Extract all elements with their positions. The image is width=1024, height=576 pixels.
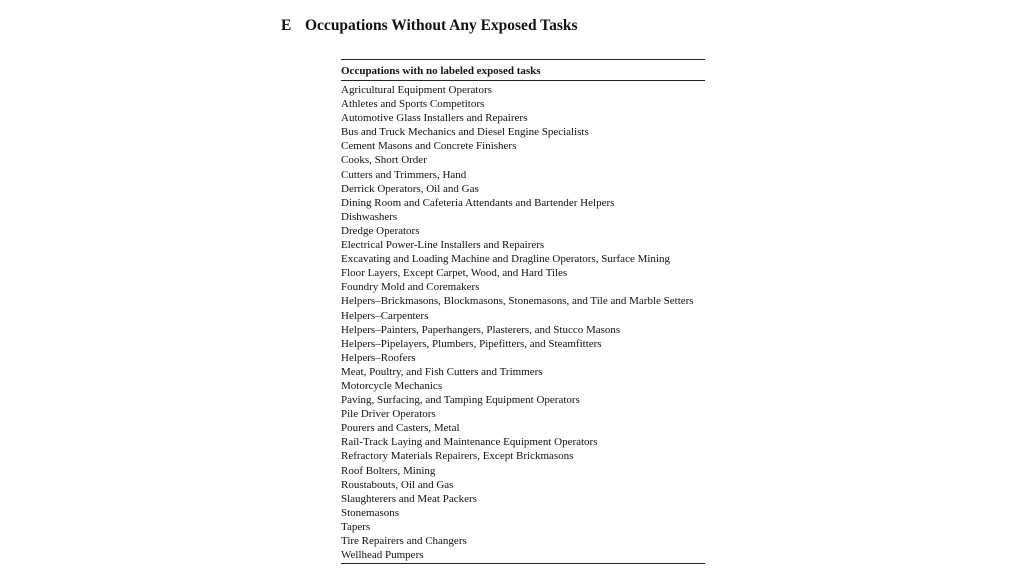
table-row: Helpers–Carpenters	[341, 309, 429, 322]
table-bottom-rule	[341, 563, 705, 564]
table-row: Slaughterers and Meat Packers	[341, 492, 477, 505]
table-row: Wellhead Pumpers	[341, 549, 424, 562]
table-row: Helpers–Pipelayers, Plumbers, Pipefitters, and Steamfitters	[341, 337, 602, 350]
table-row: Tire Repairers and Changers	[341, 535, 467, 547]
table-row: Excavating and Loading Machine and Dragline Operators, Surface Mining	[341, 253, 670, 266]
table-row: Dredge Operators	[341, 224, 420, 237]
table-row: Paving, Surfacing, and Tamping Equipment Operators	[341, 394, 580, 407]
table-row: Helpers–Painters, Paperhangers, Plasterers, and Stucco Masons	[341, 323, 621, 336]
table-row: Bus and Truck Mechanics and Diesel Engine Specialists	[341, 126, 589, 139]
table-row: Stonemasons	[341, 506, 400, 519]
table-row: Helpers–Brickmasons, Blockmasons, Stonemasons, and Tile and Marble Setters	[341, 295, 694, 308]
occupations-table	[341, 59, 705, 564]
table-row: Roof Bolters, Mining	[341, 464, 436, 477]
table-row: Derrick Operators, Oil and Gas	[341, 182, 479, 195]
section-title: Occupations Without Any Exposed Tasks	[305, 17, 578, 34]
table-row: Cement Masons and Concrete Finishers	[341, 140, 517, 153]
table-row: Rail-Track Laying and Maintenance Equipment Operators	[341, 436, 598, 449]
table-row: Refractory Materials Repairers, Except Brickmasons	[341, 450, 574, 463]
table-row: Roustabouts, Oil and Gas	[341, 478, 454, 491]
table-row: Agricultural Equipment Operators	[341, 84, 492, 96]
table-row: Pile Driver Operators	[341, 408, 436, 421]
table-row: Athletes and Sports Competitors	[341, 98, 485, 111]
table-row: Electrical Power-Line Installers and Repairers	[341, 239, 545, 252]
table-row: Tapers	[341, 520, 371, 533]
table-row: Motorcycle Mechanics	[341, 379, 443, 392]
table-row: Meat, Poultry, and Fish Cutters and Trimmers	[341, 365, 543, 378]
table-row: Floor Layers, Except Carpet, Wood, and Hard Tiles	[341, 267, 568, 280]
table-row: Foundry Mold and Coremakers	[341, 281, 480, 294]
table-rows	[341, 81, 705, 562]
table-row: Cutters and Trimmers, Hand	[341, 168, 467, 181]
table-column-header: Occupations with no labeled exposed tasks	[341, 65, 541, 77]
table-row: Dining Room and Cafeteria Attendants and Bartender Helpers	[341, 196, 615, 209]
table-row: Helpers–Roofers	[341, 351, 416, 364]
table-row: Dishwashers	[341, 210, 398, 223]
table-row: Pourers and Casters, Metal	[341, 422, 460, 435]
section-letter: E	[281, 17, 292, 34]
table-row: Automotive Glass Installers and Repairers	[341, 112, 528, 125]
section-heading	[281, 15, 578, 37]
table-row: Cooks, Short Order	[341, 154, 427, 167]
